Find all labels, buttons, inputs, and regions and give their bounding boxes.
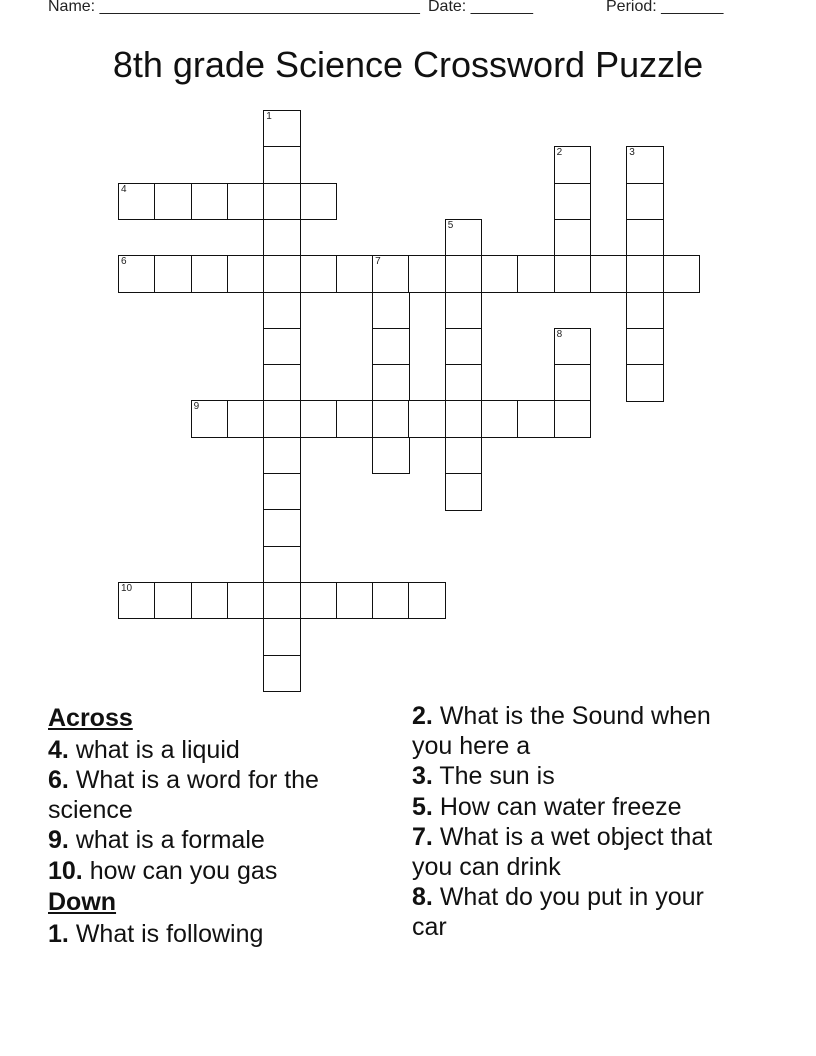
crossword-cell[interactable] [372,328,410,366]
crossword-cell[interactable] [517,255,555,293]
crossword-cell[interactable] [263,219,301,257]
crossword-cell[interactable] [300,400,338,438]
cell-number: 9 [193,401,200,413]
clue-number: 4. [48,735,69,764]
clue-text: What is following [75,919,264,948]
crossword-cell[interactable] [626,292,664,330]
name-field[interactable]: Name: ____________________________________ [48,0,420,15]
crossword-cell[interactable] [191,255,229,293]
crossword-cell[interactable] [263,400,301,438]
crossword-cell[interactable] [336,582,374,620]
crossword-cell[interactable] [372,364,410,402]
crossword-cell[interactable] [372,437,410,475]
cell-number: 5 [447,219,454,231]
crossword-cell[interactable] [626,328,664,366]
crossword-cell[interactable] [372,255,410,293]
clue-down-5 [412,793,742,823]
crossword-cell[interactable] [227,582,265,620]
crossword-cell[interactable] [191,183,229,221]
crossword-cell[interactable] [554,146,592,184]
crossword-cell[interactable] [263,509,301,547]
crossword-cell[interactable] [590,255,628,293]
clue-number: 2. [412,702,433,730]
crossword-cell[interactable] [154,582,192,620]
clue-text: What is the Sound when you here a [412,702,711,760]
clue-number: 10. [48,856,83,885]
crossword-cell[interactable] [554,364,592,402]
clue-number: 5. [412,792,433,821]
clues-column-right [412,702,742,943]
crossword-cell[interactable] [626,183,664,221]
clue-across-4 [48,736,388,766]
clue-number: 8. [412,883,433,911]
crossword-cell[interactable] [118,582,156,620]
crossword-cell[interactable] [263,473,301,511]
crossword-cell[interactable] [191,400,229,438]
clue-text: The sun is [439,762,555,790]
cell-number: 4 [121,183,127,195]
clue-across-10 [48,857,388,887]
crossword-cell[interactable] [263,546,301,584]
crossword-cell[interactable] [445,292,483,330]
crossword-cell[interactable] [445,219,483,257]
clue-down-8 [412,883,742,942]
crossword-cell[interactable] [191,582,229,620]
cell-number: 1 [266,111,272,122]
clue-number: 3. [412,762,433,790]
page-title: 8th grade Science Crossword Puzzle [112,44,704,85]
crossword-cell[interactable] [263,328,301,366]
clue-number: 1. [48,919,69,948]
clue-across-9 [48,826,388,856]
clue-number: 9. [48,826,69,854]
crossword-cell[interactable] [554,255,592,293]
crossword-cell[interactable] [263,582,301,620]
date-field[interactable]: Date: _______ [428,0,533,15]
crossword-cell[interactable] [408,400,446,438]
crossword-cell[interactable] [554,219,592,257]
crossword-cell[interactable] [445,255,483,293]
crossword-cell[interactable] [445,473,483,511]
crossword-cell[interactable] [626,255,664,293]
crossword-cell[interactable] [372,400,410,438]
crossword-cell[interactable] [154,255,192,293]
clue-down-7 [412,823,742,882]
crossword-cell[interactable] [263,655,301,693]
crossword-cell[interactable] [227,183,265,221]
clue-down-2 [412,702,742,761]
crossword-cell[interactable] [663,255,701,293]
clue-text: What is a wet object that you can drink [412,823,713,881]
clues-column-left [48,702,388,950]
crossword-cell[interactable] [154,183,192,221]
crossword-cell[interactable] [481,400,519,438]
crossword-cell[interactable] [263,146,301,184]
clue-text: what is a liquid [75,735,240,764]
crossword-cell[interactable] [481,255,519,293]
crossword-cell[interactable] [300,255,338,293]
clue-number: 7. [412,823,433,851]
cell-number: 3 [629,147,635,159]
crossword-cell[interactable] [445,328,483,366]
clue-text: what is a formale [75,826,265,854]
cell-number: 6 [121,256,127,268]
crossword-cell[interactable] [263,255,301,293]
crossword-cell[interactable] [372,292,410,330]
clue-down-3 [412,762,742,792]
across-heading: Across [48,704,133,732]
clue-text: How can water freeze [439,792,682,821]
period-field[interactable]: Period: _______ [606,0,724,15]
crossword-cell[interactable] [263,183,301,221]
crossword-cell[interactable] [300,582,338,620]
crossword-cell[interactable] [445,364,483,402]
crossword-cell[interactable] [445,400,483,438]
crossword-cell[interactable] [227,255,265,293]
crossword-cell[interactable] [263,618,301,656]
crossword-cell[interactable] [408,582,446,620]
crossword-cell[interactable] [300,183,338,221]
cell-number: 8 [556,328,563,340]
clue-text: What is a word for the science [48,766,319,824]
crossword-cell[interactable] [445,437,483,475]
crossword-cell[interactable] [554,328,592,366]
crossword-cell[interactable] [372,582,410,620]
crossword-cell[interactable] [263,364,301,402]
clue-across-6 [48,766,388,825]
clue-down-1 [48,920,388,950]
clue-text: What do you put in your car [412,883,704,941]
crossword-cell[interactable] [118,183,156,221]
crossword-cell[interactable] [118,255,156,293]
clue-number: 6. [48,766,69,794]
crossword-cell[interactable] [263,110,301,148]
crossword-cell[interactable] [554,400,592,438]
crossword-cell[interactable] [336,400,374,438]
crossword-cell[interactable] [263,437,301,475]
crossword-cell[interactable] [626,219,664,257]
cell-number: 2 [556,147,563,159]
cell-number: 10 [121,582,133,594]
crossword-cell[interactable] [336,255,374,293]
crossword-cell[interactable] [263,292,301,330]
down-heading: Down [48,888,117,916]
crossword-cell[interactable] [626,364,664,402]
crossword-cell[interactable] [408,255,446,293]
crossword-cell[interactable] [517,400,555,438]
crossword-cell[interactable] [227,400,265,438]
crossword-cell[interactable] [554,183,592,221]
cell-number: 7 [375,256,381,268]
clue-text: how can you gas [89,856,278,885]
crossword-cell[interactable] [626,146,664,184]
